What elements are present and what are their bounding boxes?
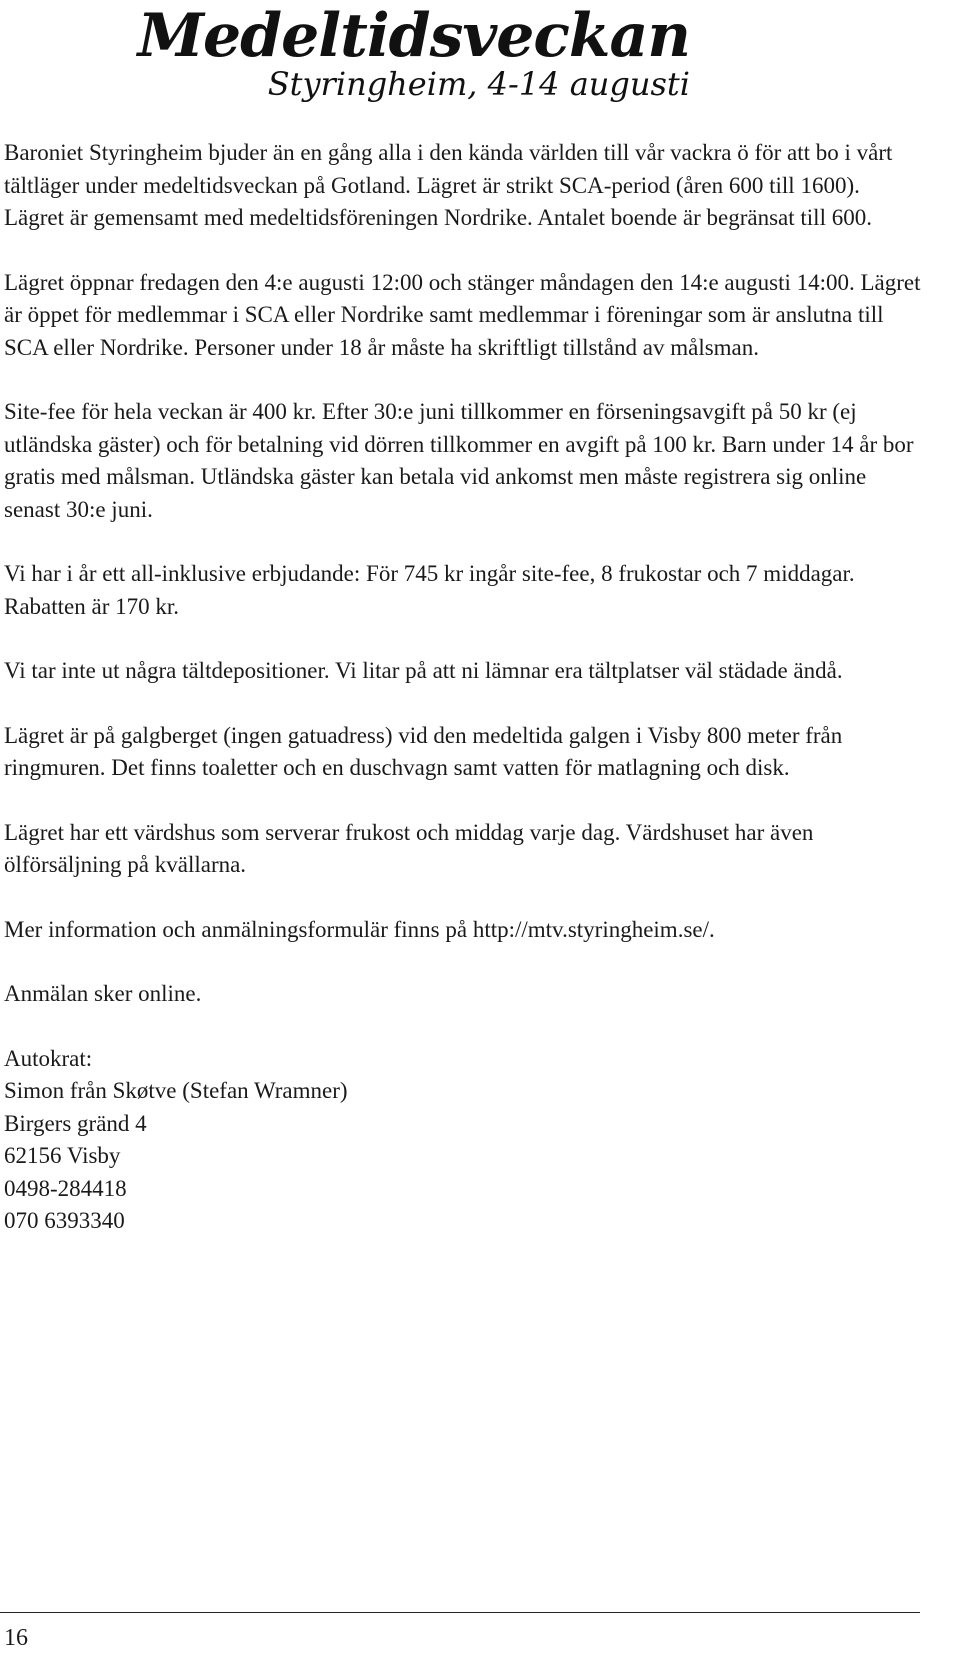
contact-block	[4, 1043, 924, 1238]
contact-name: Simon från Skøtve (Stefan Wramner)	[4, 1078, 348, 1103]
contact-street: Birgers gränd 4	[4, 1110, 147, 1136]
paragraph-all-inclusive: Vi har i år ett all-inklusive erbjudande: För 745 kr ingår site-fee, 8 frukostar och 7 middagar. Rabatten är 170 kr.	[4, 561, 855, 619]
paragraph-more-info: Mer information och anmälningsformulär finns på http://mtv.styringheim.se/.	[4, 916, 715, 942]
document-body	[4, 137, 924, 1238]
page-title: Medeltidsveckan	[137, 1, 690, 71]
paragraph-inn: Lägret har ett värdshus som serverar frukost och middag varje dag. Värdshuset har även ölförsäljning på kvällarna.	[4, 819, 814, 877]
paragraph-registration: Anmälan sker online.	[4, 981, 202, 1006]
paragraph-opening-hours: Lägret öppnar fredagen den 4:e augusti 12:00 och stänger måndagen den 14:e augusti 14:00. Lägret är öppet för medlemmar i SCA eller Nordrike samt medlemmar i föreningar som är anslutna till SCA eller Nordrike. Personer under 18 år måste ha skriftligt tillstånd av målsman.	[4, 269, 921, 360]
contact-mobile: 070 6393340	[4, 1208, 125, 1233]
paragraph-intro: Baroniet Styringheim bjuder än en gång alla i den kända världen till vår vackra ö för att bo i vårt tältläger under medeltidsveckan på Gotland. Lägret är strikt SCA-period (åren 600 till 1600). Lägret är gemensamt med medeltidsföreningen Nordrike. Antalet boende är begränsat till 600.	[4, 140, 893, 230]
page-number: 16	[4, 1625, 28, 1651]
contact-heading: Autokrat:	[4, 1045, 93, 1071]
contact-phone: 0498-284418	[4, 1175, 127, 1201]
paragraph-deposits: Vi tar inte ut några tältdepositioner. Vi litar på att ni lämnar era tältplatser väl städade ändå.	[4, 658, 843, 683]
contact-city: 62156 Visby	[4, 1143, 121, 1168]
document-header	[90, 0, 690, 102]
paragraph-location: Lägret är på galgberget (ingen gatuadress) vid den medeltida galgen i Visby 800 meter från ringmuren. Det finns toaletter och en duschvagn samt vatten för matlagning och disk.	[4, 722, 843, 780]
page-subtitle: Styringheim, 4-14 augusti	[267, 65, 690, 103]
paragraph-site-fee: Site-fee för hela veckan är 400 kr. Efter 30:e juni tillkommer en förseningsavgift på 50 kr (ej utländska gäster) och för betalning vid dörren tillkommer en avgift på 100 kr. Barn under 14 år bor gratis med målsman. Utländska gäster kan betala vid ankomst men måste registrera sig online senast 30:e juni.	[4, 399, 914, 522]
footer-divider	[0, 1612, 920, 1613]
